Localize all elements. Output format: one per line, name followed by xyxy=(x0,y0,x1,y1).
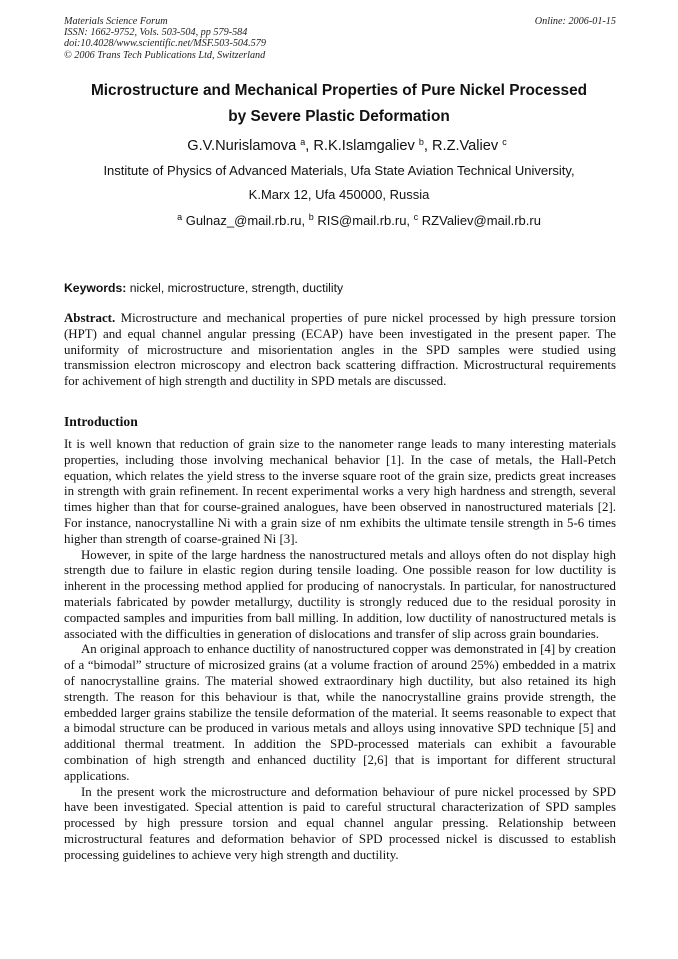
section-heading-introduction: Introduction xyxy=(64,414,138,429)
paper-title-line-2: by Severe Plastic Deformation xyxy=(228,108,450,125)
email-address[interactable]: Gulnaz_@mail.rb.ru xyxy=(185,213,302,228)
author-name: R.K.Islamgaliev xyxy=(313,138,415,154)
keywords xyxy=(64,280,616,296)
author-affil-mark: a xyxy=(300,137,306,147)
publication-header xyxy=(64,16,616,61)
email-separator: , xyxy=(301,213,309,228)
body-paragraph: It is well known that reduction of grain size to the nanometer range leads to many interesting materials properties, including those involving mechanical behavior [1]. In the case of metals, the Hall-Petch equation, which relates the yield stress to the inverse square root of the grain size, predicts great increases in strength with grain refinement. In recent experimental works a very high hardness and strength, several times higher than that for course-grained analogues, have been observed in nanostructured materials [2]. For instance, nanocrystalline Ni with a grain size of nm exhibits the ultimate tensile strength in 5-6 times higher than strength of coarse-grained Ni [3]. xyxy=(64,437,616,546)
author-affil-mark: c xyxy=(502,137,507,147)
body-paragraph: However, in spite of the large hardness the nanostructured metals and alloys often do not display high strength due to failure in elastic region during tensile loading. One possible reason for low ductility is inherent in the processing method applied for producing of nanocrystals. In particular, for nanostructured materials fabricated by powder metallurgy, ductility is strongly reduced due to the residual porosity in compacted samples and impurities from ball milling. In addition, low ductility of nanostructured metals is associated with the difficulties in generation of dislocations and transfer of slip across grain boundaries. xyxy=(64,547,616,641)
author-name: G.V.Nurislamova xyxy=(187,138,297,154)
abstract-label: Abstract. xyxy=(64,311,116,325)
email-mark: c xyxy=(413,212,419,222)
author-separator: , xyxy=(423,138,432,154)
body-paragraph: In the present work the microstructure and deformation behaviour of pure nickel processed by SPD have been investigated. Special attention is paid to careful structural characterization of SPD samples processed by high pressure torsion and equal channel angular pressing. Relationship between microstructural features and deformation behavior of SPD processed nickel is discussed to establish processing guidelines to achieve very high strength and ductility. xyxy=(64,784,616,862)
author-list xyxy=(0,132,678,156)
affiliation-line-1: Institute of Physics of Advanced Materials, Ufa State Aviation Technical University, xyxy=(103,163,575,178)
email-address[interactable]: RZValiev@mail.rb.ru xyxy=(421,213,541,228)
email-list xyxy=(0,208,678,230)
author-name: R.Z.Valiev xyxy=(431,138,499,154)
affiliation-line-2: K.Marx 12, Ufa 450000, Russia xyxy=(248,187,430,202)
author-separator: , xyxy=(305,138,314,154)
issn-line: ISSN: 1662-9752, Vols. 503-504, pp 579-584 xyxy=(64,27,248,39)
email-address[interactable]: RIS@mail.rb.ru xyxy=(317,213,407,228)
abstract-text: Microstructure and mechanical properties of pure nickel processed by high pressure torsion (HPT) and equal channel angular pressing (ECAP) have been investigated in the present paper. The uniformity of microstructure and misorientation angles in the SPD samples were studied using transmission electron microscopy and electron back scattering diffraction. Microstructural requirements for achivement of high strength and ductility in SPD metals are discussed. xyxy=(64,311,616,389)
introduction-body xyxy=(64,437,616,864)
author-affil-mark: b xyxy=(418,137,424,147)
email-mark: a xyxy=(177,212,183,222)
keywords-label: Keywords: xyxy=(64,281,127,295)
email-mark: b xyxy=(308,212,314,222)
abstract xyxy=(64,311,616,390)
journal-name: Materials Science Forum xyxy=(64,16,168,27)
online-date: Online: 2006-01-15 xyxy=(534,16,616,27)
copyright-line: © 2006 Trans Tech Publications Ltd, Switzerland xyxy=(64,49,266,61)
keywords-text: nickel, microstructure, strength, ductility xyxy=(129,281,344,295)
email-separator: , xyxy=(406,213,414,228)
doi-line: doi:10.4028/www.scientific.net/MSF.503-504.579 xyxy=(64,38,266,50)
body-paragraph: An original approach to enhance ductility of nanostructured copper was demonstrated in [4] by creation of a “bimodal” structure of microsized grains (at a volume fraction of around 25%) embedded in a matrix of nanocrystalline grains. The material showed extraordinary high ductility, but also retained its high strength. The reason for this behaviour is that, while the nanocrystalline grains provide strength, the embedded larger grains stabilize the tensile deformation of the material. It seems reasonable to expect that a bimodal structure can be produced in various metals and alloys using innovative SPD technique [5] and additional thermal treatment. In addition the SPD-processed materials can exhibit a favourable combination of high strength and enhanced ductility [2,6] that is important for different structural applications. xyxy=(64,642,616,783)
paper-title-line-1: Microstructure and Mechanical Properties of Pure Nickel Processed xyxy=(90,82,588,99)
